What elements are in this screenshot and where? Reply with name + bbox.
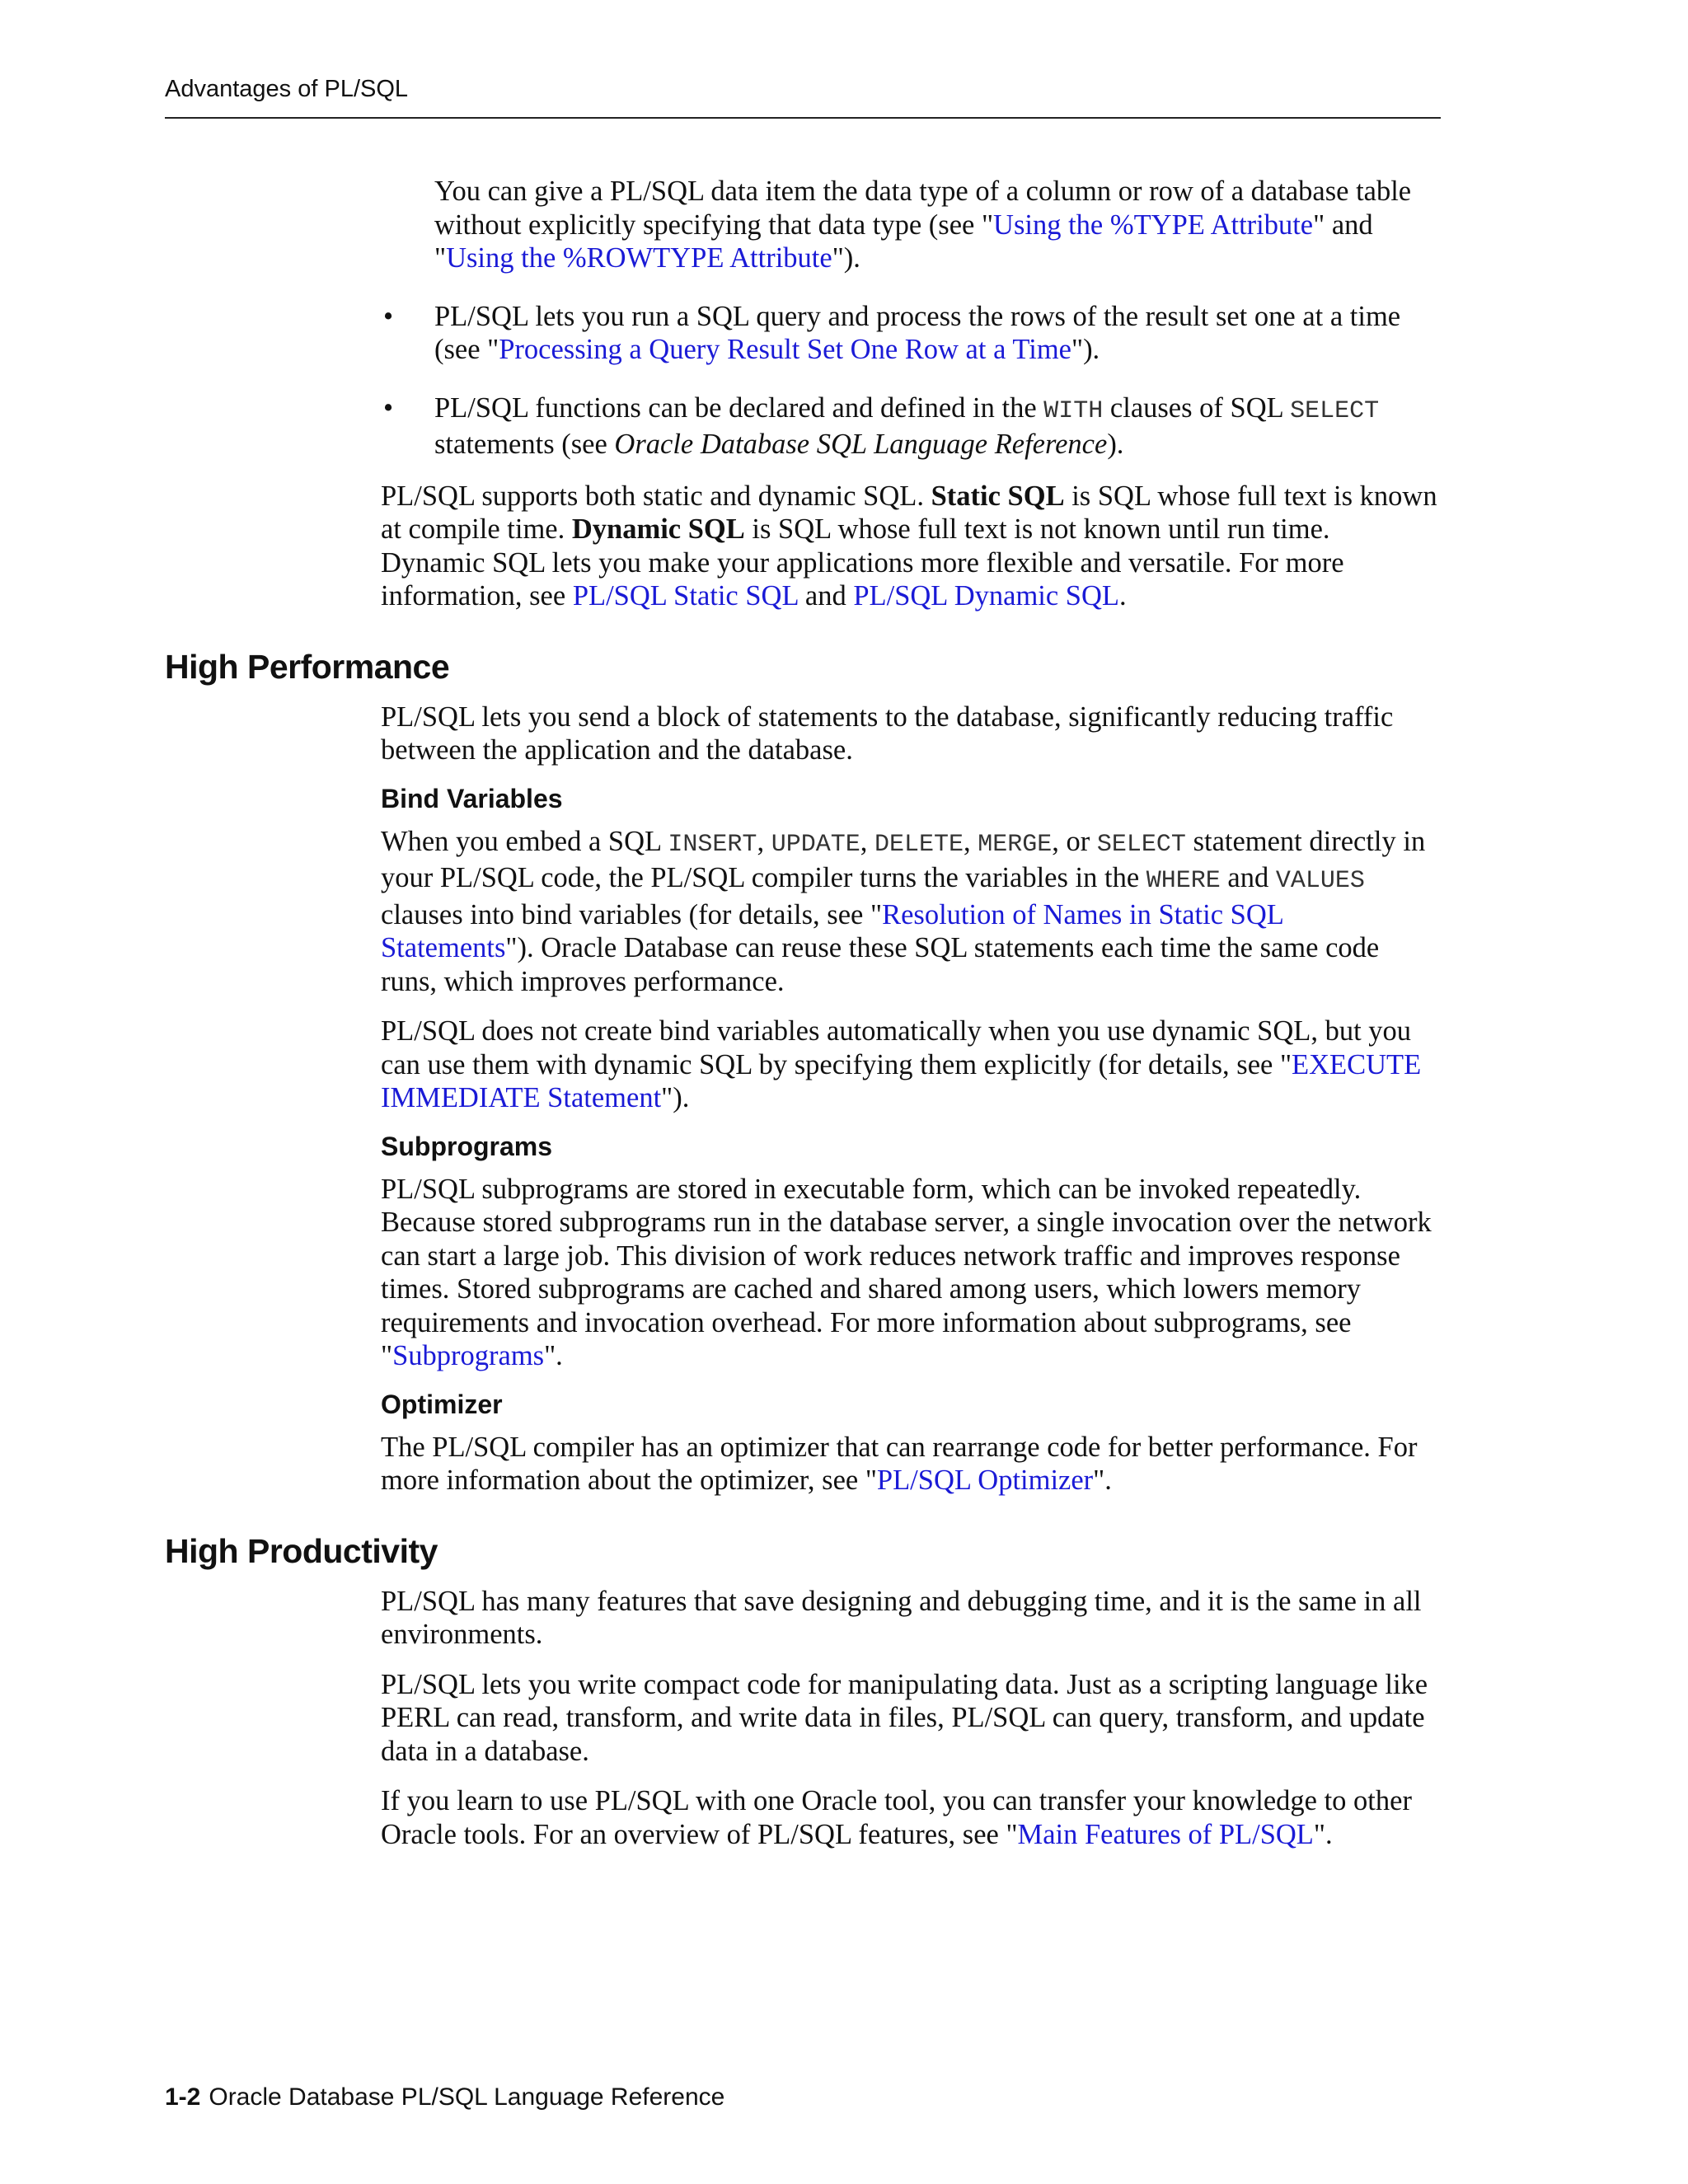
- subheading-bind-variables: Bind Variables: [381, 783, 563, 813]
- bullet-icon: •: [383, 300, 394, 332]
- paragraph: PL/SQL lets you write compact code for manipulating data. Just as a scripting language like PERL can read, transform, and write data in files, PL/SQL can query, transform, and update data in a database.: [381, 1668, 1428, 1767]
- section-heading-high-productivity: High Productivity: [165, 1531, 438, 1570]
- bullet-item: [383, 391, 1441, 462]
- code-with: WITH: [1043, 396, 1104, 425]
- header-rule: [165, 117, 1441, 119]
- link-execute-immediate[interactable]: EXECUTE IMMEDIATE Statement: [381, 1048, 1422, 1113]
- page-number: 1-2: [165, 2083, 201, 2111]
- paragraph: PL/SQL does not create bind variables automatically when you use dynamic SQL, but you can use them with dynamic SQL by specifying them explicitly (for details, see "EXECUTE IMMEDIATE Statement").: [381, 1015, 1422, 1113]
- link-processing-query[interactable]: Processing a Query Result Set One Row at a Time: [499, 334, 1071, 365]
- link-subprograms[interactable]: Subprograms: [392, 1340, 545, 1371]
- code-select: SELECT: [1290, 396, 1380, 425]
- link-main-features[interactable]: Main Features of PL/SQL: [1017, 1818, 1314, 1850]
- link-type-attribute[interactable]: Using the %TYPE Attribute: [993, 209, 1314, 241]
- link-plsql-optimizer[interactable]: PL/SQL Optimizer: [876, 1465, 1094, 1496]
- page-footer: [165, 2083, 724, 2111]
- paragraph: PL/SQL subprograms are stored in executable form, which can be invoked repeatedly. Because stored subprograms run in the database server, a single invocation over the network can start a large job. This division of work reduces network traffic and improves response times. Stored subprograms are cached and shared among users, which lowers memory requirements and invocation overhead. For more information about subprograms, see "Subprograms".: [381, 1173, 1432, 1371]
- running-header: Advantages of PL/SQL: [165, 76, 409, 102]
- bullet-text: PL/SQL functions can be declared and defined in the WITH clauses of SQL SELECT statements (see Oracle Database SQL Language Reference).: [434, 391, 1380, 460]
- section-heading-high-performance: High Performance: [165, 647, 450, 686]
- subheading-subprograms: Subprograms: [381, 1131, 553, 1161]
- citation: Oracle Database SQL Language Reference: [614, 429, 1108, 460]
- bullet-icon: •: [383, 391, 394, 424]
- subheading-optimizer: Optimizer: [381, 1389, 503, 1419]
- continued-paragraph: You can give a PL/SQL data item the data type of a column or row of a database table without explicitly specifying that data type (see "Using the %TYPE Attribute" and "Using the %ROWTYPE Attribute").: [434, 176, 1412, 274]
- link-static-sql[interactable]: PL/SQL Static SQL: [572, 580, 799, 612]
- bullet-item: [383, 300, 1441, 367]
- paragraph: The PL/SQL compiler has an optimizer that can rearrange code for better performance. For more information about the optimizer, see "PL/SQL Optimizer".: [381, 1431, 1418, 1496]
- paragraph-static-dynamic: PL/SQL supports both static and dynamic SQL. Static SQL is SQL whose full text is known at compile time. Dynamic SQL is SQL whose full text is not known until run time. Dynamic SQL lets you make your applications more flexible and versatile. For more information, see PL/SQL Static SQL and PL/SQL Dynamic SQL.: [381, 480, 1437, 612]
- paragraph: PL/SQL lets you send a block of statements to the database, significantly reducing traffic between the application and the database.: [381, 701, 1394, 766]
- bullet-text: PL/SQL lets you run a SQL query and process the rows of the result set one at a time (see "Processing a Query Result Set One Row at a Time").: [434, 300, 1401, 365]
- page-content: [165, 175, 1441, 1851]
- book-title: Oracle Database PL/SQL Language Reference: [209, 2083, 725, 2111]
- link-rowtype-attribute[interactable]: Using the %ROWTYPE Attribute: [446, 242, 832, 274]
- paragraph: When you embed a SQL INSERT, UPDATE, DELETE, MERGE, or SELECT statement directly in your PL/SQL code, the PL/SQL compiler turns the variables in the WHERE and VALUES clauses into bind variables (for details, see "Resolution of Names in Static SQL Statements"). Oracle Database can reuse these SQL statements each time the same code runs, which improves performance.: [381, 825, 1426, 997]
- paragraph: PL/SQL has many features that save designing and debugging time, and it is the same in all environments.: [381, 1585, 1422, 1650]
- link-dynamic-sql[interactable]: PL/SQL Dynamic SQL: [853, 580, 1119, 612]
- paragraph: If you learn to use PL/SQL with one Oracle tool, you can transfer your knowledge to other Oracle tools. For an overview of PL/SQL features, see "Main Features of PL/SQL".: [381, 1785, 1412, 1850]
- link-resolution-of-names[interactable]: Resolution of Names in Static SQL Statements: [381, 898, 1283, 963]
